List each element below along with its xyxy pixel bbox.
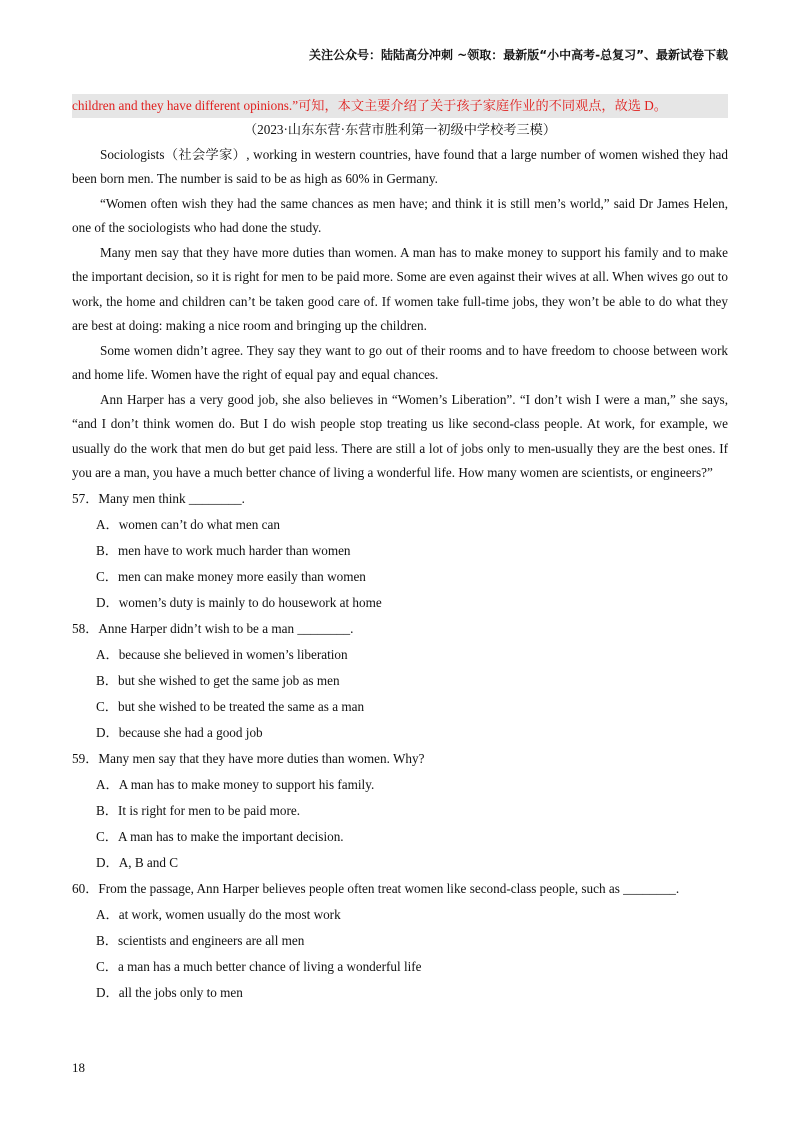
- passage-paragraph: Ann Harper has a very good job, she also believes in “Women’s Liberation”. “I don’t wish I were a man,” she says, “and I don’t think women do. But I do wish people stop treating us like second-class people. At work, for example, we usually do the work that men do but get paid less. There are still a lot of jobs only to men-usually they are the best ones. If you are a man, you have a much better chance of living a wonderful life. How many women are scientists, or engineers?”: [72, 391, 728, 480]
- answer-option: B．men have to work much harder than women: [96, 542, 351, 558]
- page-number: 18: [72, 1060, 85, 1075]
- answer-option: C．men can make money more easily than women: [96, 568, 366, 584]
- answer-option: A．A man has to make money to support his family.: [96, 776, 375, 792]
- answer-option: C．a man has a much better chance of living a wonderful life: [96, 958, 422, 974]
- answer-option: A．because she believed in women’s liberation: [96, 646, 348, 662]
- answer-option: C．but she wished to be treated the same as a man: [96, 698, 365, 714]
- reading-passage: [72, 143, 728, 486]
- question-stem: 57．Many men think ________.: [72, 490, 245, 506]
- page-header: 关注公众号：陆陆高分冲刺 ~领取：最新版“小中高考-总复习”、最新试卷下载: [309, 48, 728, 62]
- question-stem: 59．Many men say that they have more duties than women. Why?: [72, 750, 425, 766]
- passage-paragraph: “Women often wish they had the same chances as men have; and think it is still men’s world,” said Dr James Helen, one of the sociologists who had done the study.: [72, 195, 728, 235]
- answer-option: B．It is right for men to be paid more.: [96, 802, 301, 818]
- previous-answer-explanation: children and they have different opinions.”可知，本文主要介绍了关于孩子家庭作业的不同观点，故选 D。: [72, 94, 728, 118]
- question-59: [72, 746, 728, 876]
- answer-option: A．women can’t do what men can: [96, 516, 280, 532]
- answer-option: A．at work, women usually do the most work: [96, 906, 341, 922]
- answer-option: B．scientists and engineers are all men: [96, 932, 305, 948]
- question-stem: 58．Anne Harper didn’t wish to be a man ________.: [72, 620, 354, 636]
- question-58: [72, 616, 728, 746]
- answer-option: D．women’s duty is mainly to do housework at home: [96, 594, 382, 610]
- answer-option: D．A, B and C: [96, 854, 179, 870]
- answer-option: C．A man has to make the important decision.: [96, 828, 344, 844]
- answer-option: B．but she wished to get the same job as men: [96, 672, 340, 688]
- exam-source: （2023·山东东营·东营市胜利第一初级中学校考三模）: [243, 122, 557, 137]
- passage-paragraph: Some women didn’t agree. They say they want to go out of their rooms and to have freedom to choose between work and home life. Women have the right of equal pay and equal chances.: [72, 342, 728, 382]
- question-57: [72, 486, 728, 616]
- question-60: [72, 876, 728, 1006]
- document-body: [72, 94, 728, 1006]
- answer-option: D．because she had a good job: [96, 724, 263, 740]
- question-stem: 60．From the passage, Ann Harper believes people often treat women like second-class people, such as ________.: [72, 880, 680, 896]
- answer-option: D．all the jobs only to men: [96, 984, 243, 1000]
- passage-paragraph: Many men say that they have more duties than women. A man has to make money to support his family and to make the important decision, so it is right for men to be paid more. Some are even against their wives at all. When wives go out to work, the home and children can’t be taken good care of. If women take full-time jobs, they won’t be able to do what they are best at doing: making a nice room and bringing up the children.: [72, 244, 728, 333]
- passage-paragraph: Sociologists（社会学家）, working in western countries, have found that a large number of women wished they had been born men. The number is said to be as high as 60% in Germany.: [72, 146, 728, 186]
